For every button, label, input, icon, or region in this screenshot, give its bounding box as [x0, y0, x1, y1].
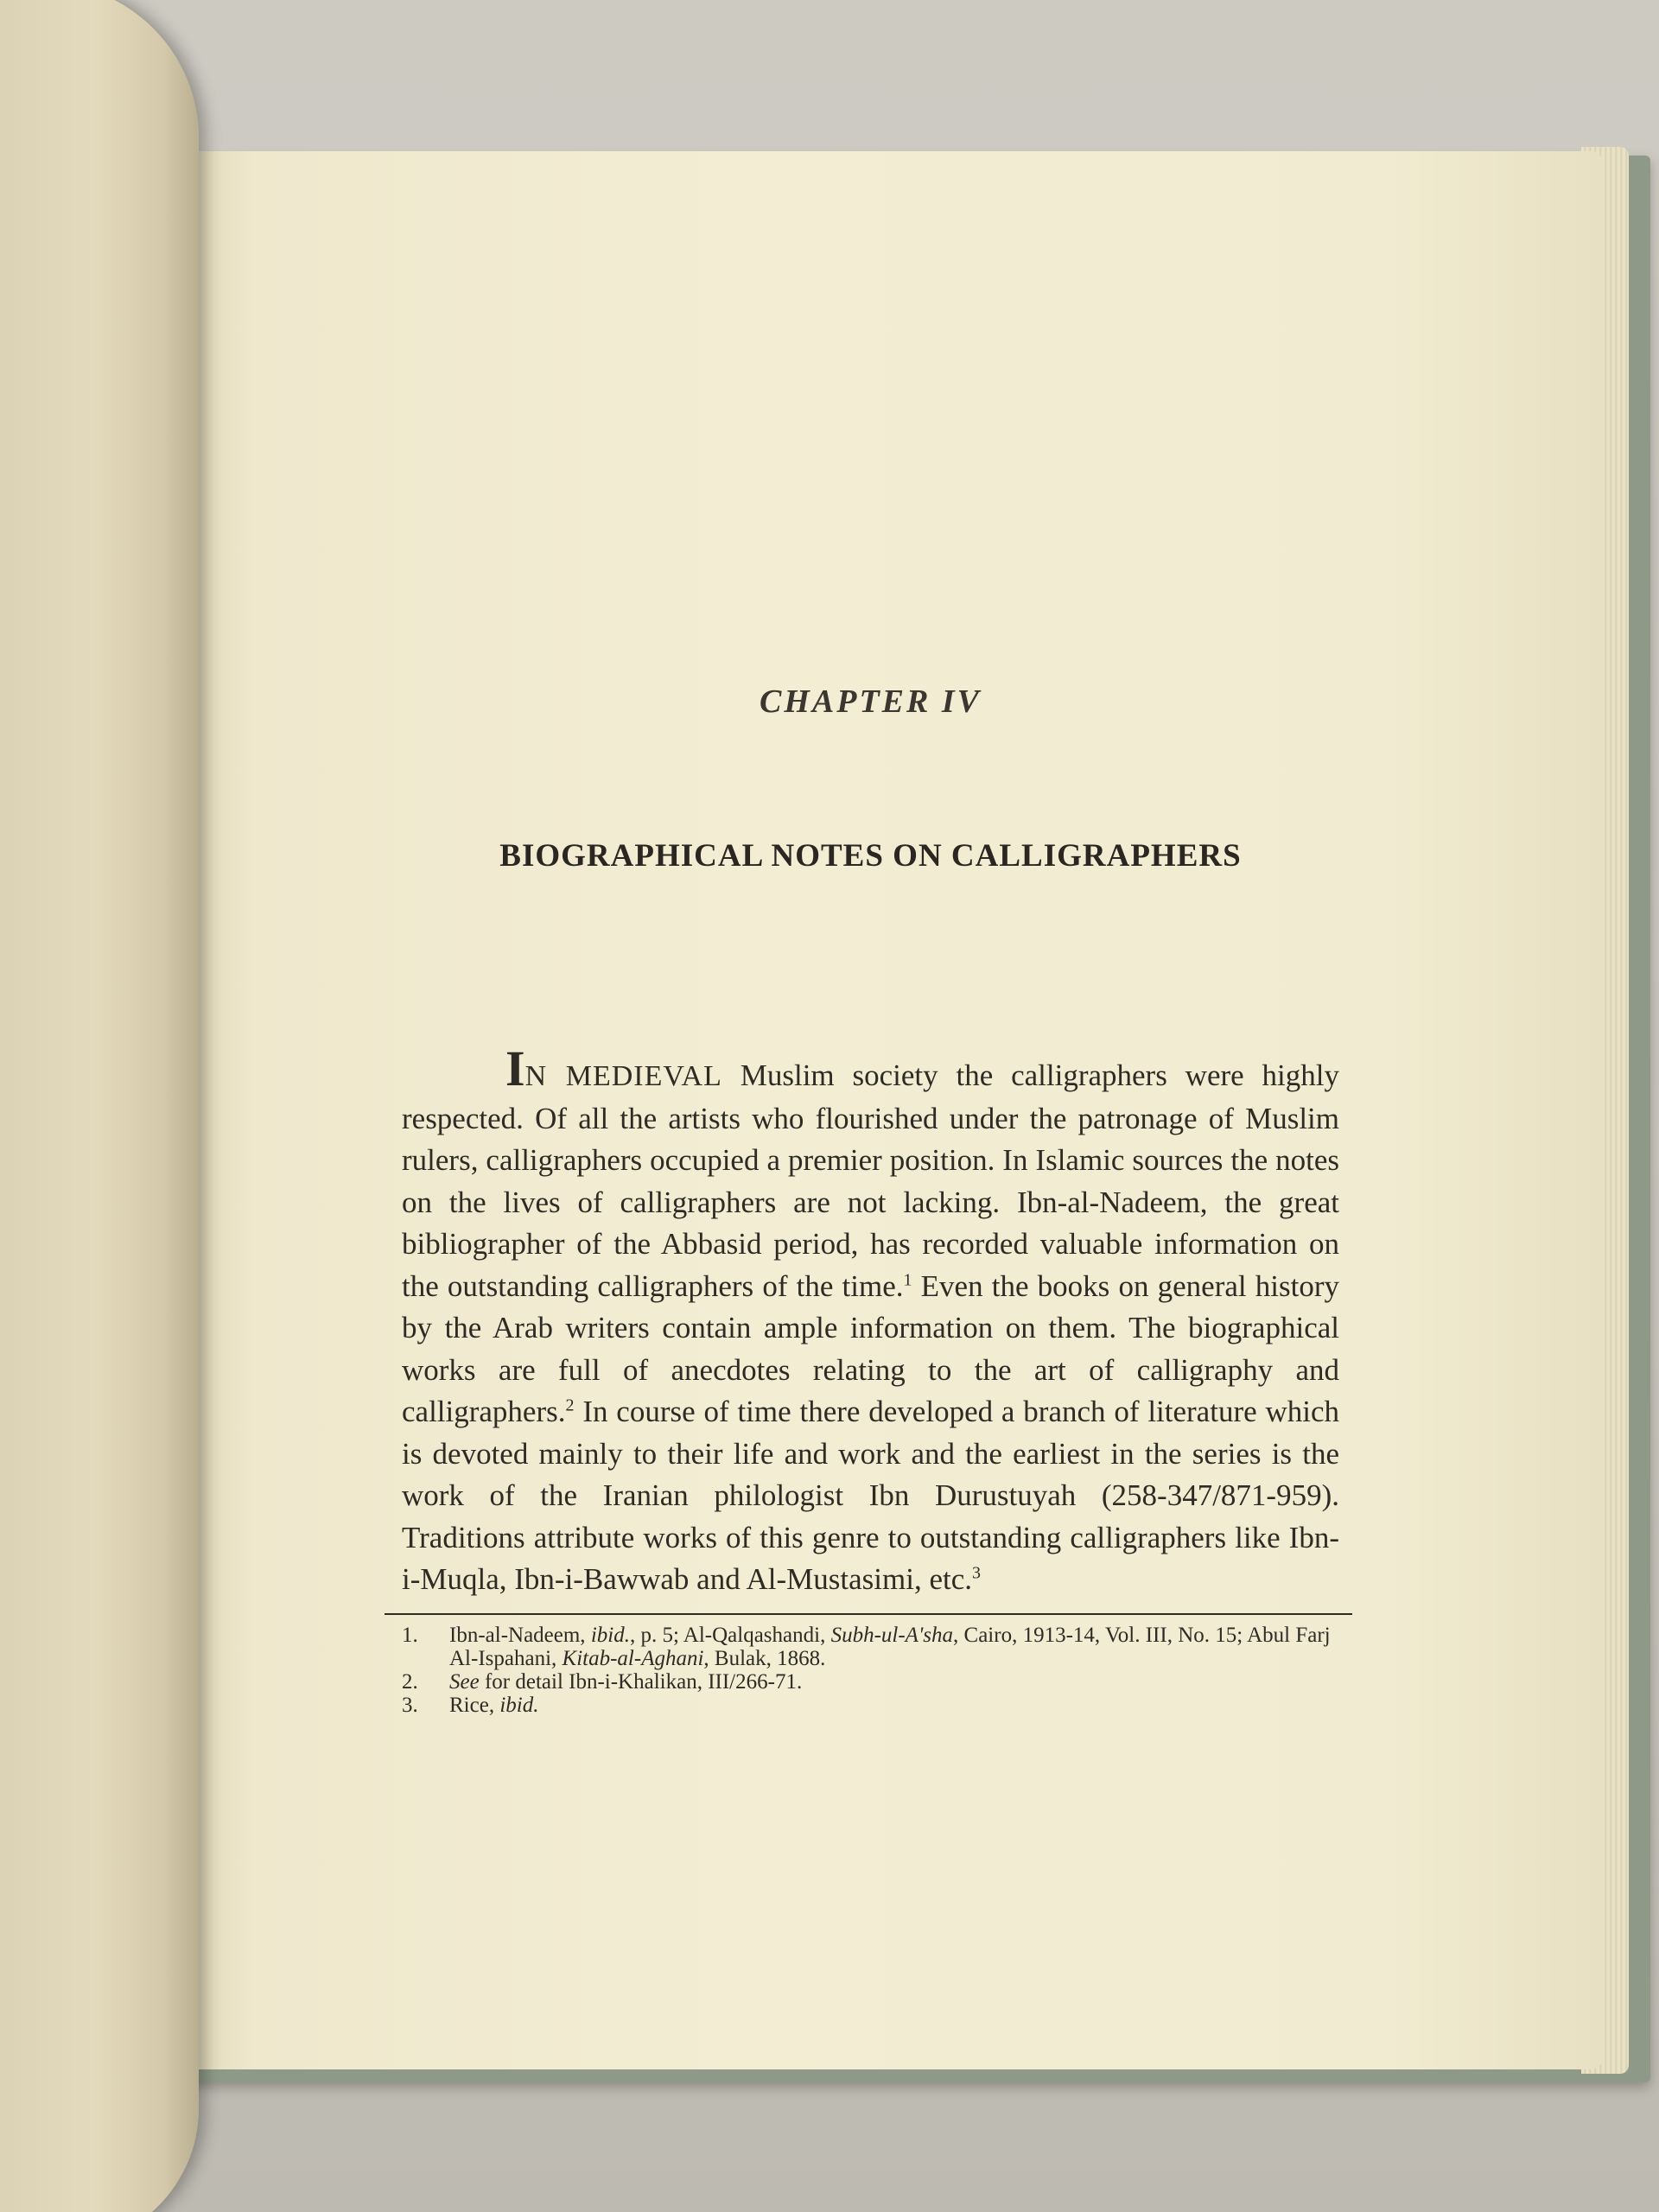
footnote-italic: ibid.: [590, 1623, 630, 1647]
page-content: [402, 657, 1339, 1717]
footnote-3: [402, 1694, 1339, 1717]
footnote-text: [449, 1624, 1339, 1670]
footnote-text: [449, 1694, 1339, 1717]
footnote-number: 2.: [402, 1669, 418, 1694]
footnote-2: [402, 1670, 1339, 1694]
body-text-part-2: Even the books on general history by the Arab writers contain ample information on them. The biographical works are full of anecdotes relating to the art of calligraphy and calligraphers.: [402, 1268, 1339, 1428]
footnote-1: [402, 1624, 1339, 1670]
footnote-italic: Kitab-al-Aghani: [562, 1646, 704, 1670]
footnote-text-segment: Ibn-al-Nadeem,: [449, 1623, 591, 1647]
body-text-part-3: In course of time there developed a branch of literature which is devoted mainly to their life and work and the earliest in the series is the work of the Iranian philologist Ibn Durustuyah (258-347/871-959). Traditions attribute works of this genre to outstanding calligraphers like Ibn-i-Muqla, Ibn-i-Bawwab and Al-Mustasimi, etc.: [402, 1395, 1339, 1596]
footnote-italic: ibid.: [499, 1693, 539, 1717]
footnote-italic: Subh-ul-A'sha: [830, 1623, 954, 1647]
footnote-number: 1.: [402, 1623, 418, 1647]
footnote-text-segment: , Bulak, 1868.: [703, 1646, 826, 1670]
footnote-text: [449, 1670, 1339, 1694]
chapter-title: BIOGRAPHICAL NOTES ON CALLIGRAPHERS: [499, 838, 1242, 874]
body-text-part-1: Muslim society the calligraphers were highly respected. Of all the artists who flourished under the patronage of Muslim rulers, calligraphers occupied a premier position. In Islamic sources the notes on the lives of calligraphers are not lacking. Ibn-al-Nadeem, the great bibliographer of the Abbasid period, has recorded valuable information on the outstanding calligraphers of the time.: [402, 1058, 1339, 1303]
footnote-text-segment: for detail Ibn-i-Khalikan, III/266-71.: [479, 1669, 803, 1694]
footnote-text-segment: , p. 5; Al-Qalqashandi,: [629, 1623, 831, 1647]
left-page: [0, 0, 199, 2212]
footnotes: [402, 1624, 1339, 1717]
body-paragraph: [402, 1040, 1339, 1601]
chapter-label: CHAPTER IV: [760, 683, 982, 720]
footnote-ref-2: 2: [565, 1395, 575, 1415]
footnote-ref-1: 1: [903, 1269, 912, 1289]
footnote-italic: See: [449, 1669, 480, 1694]
footnote-number: 3.: [402, 1693, 418, 1717]
footnote-rule: [385, 1613, 1352, 1615]
footnote-text-segment: Rice,: [449, 1693, 500, 1717]
lead-in: N MEDIEVAL: [524, 1060, 722, 1092]
footnote-ref-3: 3: [972, 1563, 982, 1583]
drop-cap: I: [505, 1040, 525, 1096]
footnote-text-segment: , Cairo, 1913-14, Vol. III, No. 15; Abul Farj Al-Ispahani,: [449, 1623, 1331, 1670]
